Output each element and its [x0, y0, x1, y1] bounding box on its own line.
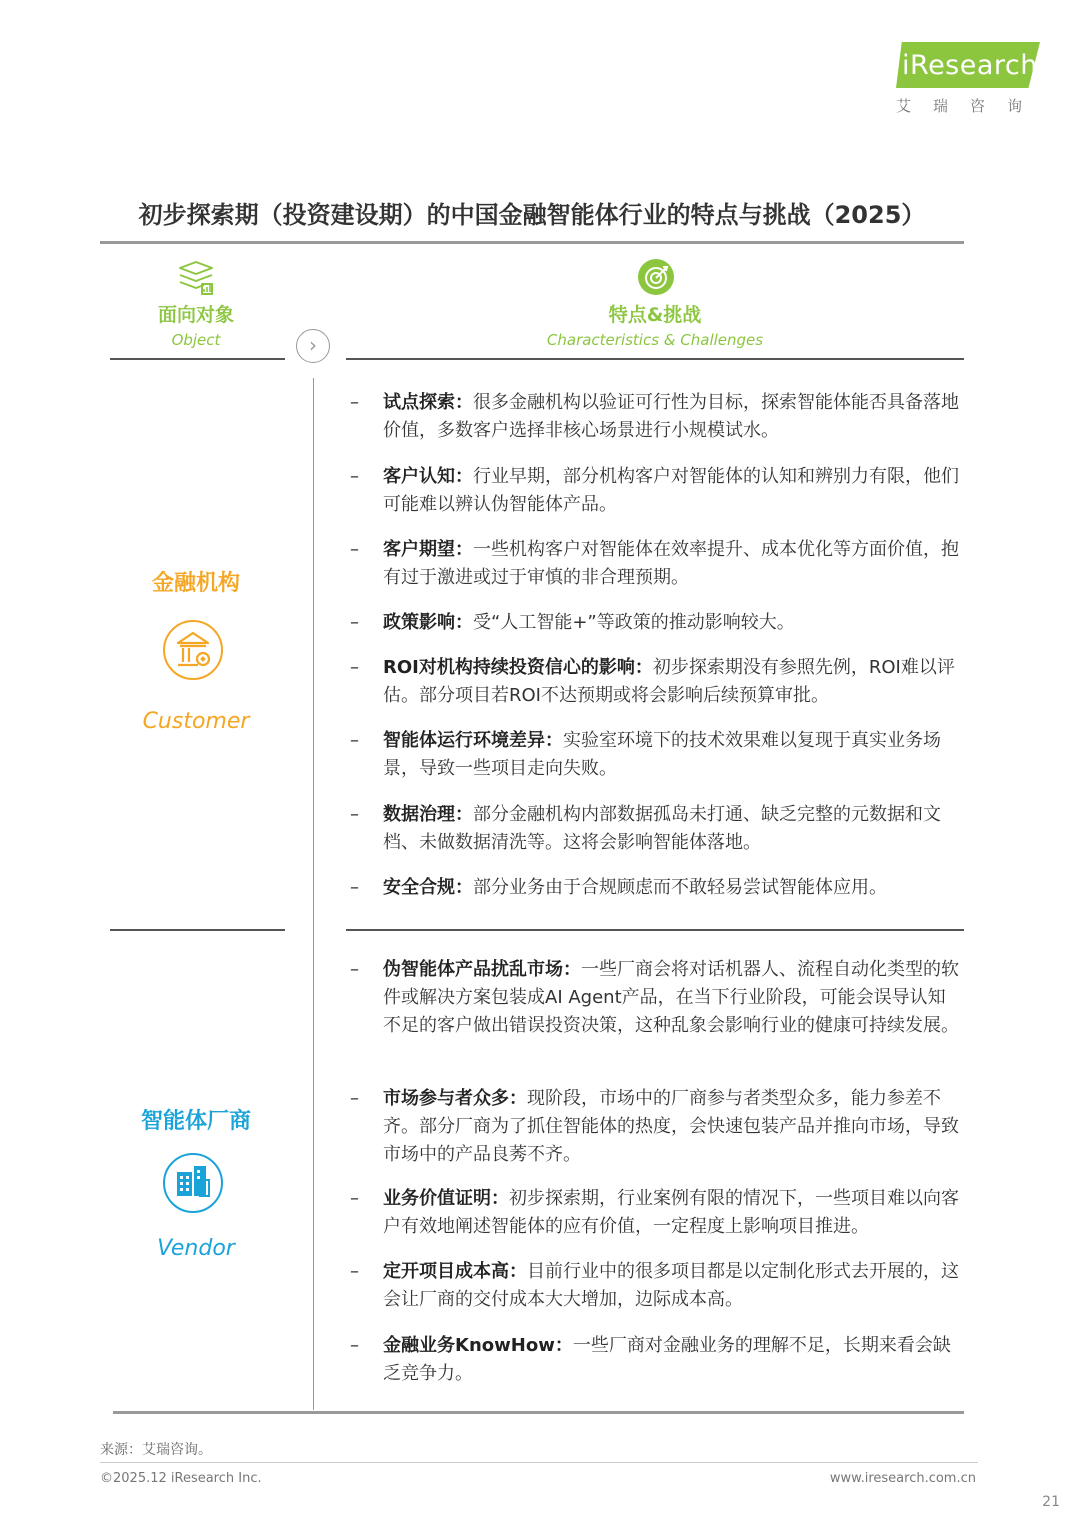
item-head: 数据治理	[383, 804, 455, 825]
item-sep: ：	[455, 877, 473, 898]
item-text: 部分金融机构内部数据孤岛未打通、缺乏完整的元数据和文档、未做数据清洗等。这将会影响智能体落地。	[383, 804, 941, 853]
section-customer-cn: 金融机构	[151, 571, 240, 596]
section-vendor-en: Vendor	[157, 1236, 235, 1261]
list-item	[350, 1185, 960, 1241]
item-head: 智能体运行环境差异	[383, 730, 545, 751]
logo-cn: 艾瑞咨询	[896, 97, 1045, 115]
item-text: 一些厂商会将对话机器人、流程自动化类型的软件或解决方案包装成AI Agent产品，在当下行业阶段，可能会误导认知不足的客户做出错误投资决策，这种乱象会影响行业的健康可持续发展。	[383, 959, 959, 1036]
bullet-dash: –	[350, 1088, 359, 1109]
chevron-right-icon: ›	[296, 329, 330, 363]
bank-icon	[162, 619, 224, 681]
section-vendor-cn: 智能体厂商	[140, 1109, 251, 1134]
bullet-dash: –	[350, 730, 359, 751]
bullet-dash: –	[350, 612, 359, 633]
item-text: 受“人工智能+”等政策的推动影响较大。	[473, 612, 795, 633]
item-sep: ：	[455, 804, 473, 825]
section-customer-en: Customer	[142, 709, 250, 734]
item-head: 安全合规	[383, 877, 455, 898]
logo-name: Research	[910, 50, 1038, 81]
list-item	[350, 536, 960, 592]
list-item	[350, 727, 960, 783]
item-head: 金融业务KnowHow	[383, 1335, 555, 1356]
item-text: 初步探索期没有参照先例，ROI难以评估。部分项目若ROI不达预期或将会影响后续预算审批。	[383, 657, 955, 706]
item-text: 现阶段，市场中的厂商参与者类型众多，能力参差不齐。部分厂商为了抓住智能体的热度，会快速包装产品并推向市场，导致市场中的产品良莠不齐。	[383, 1088, 959, 1165]
item-head: 政策影响	[383, 612, 455, 633]
source-note: 来源：艾瑞咨询。	[100, 1442, 212, 1458]
item-text: 一些机构客户对智能体在效率提升、成本优化等方面价值，抱有过于激进或过于审慎的非合理预期。	[383, 539, 959, 588]
stack-icon	[176, 258, 216, 298]
item-text: 一些厂商对金融业务的理解不足，长期来看会缺乏竞争力。	[383, 1335, 951, 1384]
item-sep: ：	[509, 1261, 527, 1282]
website-link[interactable]: www.iresearch.com.cn	[829, 1471, 976, 1486]
header-object-en: Object	[171, 331, 221, 349]
section-divider-right	[346, 929, 964, 931]
header-char-cn: 特点&挑战	[608, 304, 702, 326]
item-sep: ：	[455, 612, 473, 633]
item-text: 很多金融机构以验证可行性为目标，探索智能体能否具备落地价值，多数客户选择非核心场景进行小规模试水。	[383, 392, 959, 441]
footer-rule	[100, 1462, 978, 1463]
item-text: 实验室环境下的技术效果难以复现于真实业务场景，导致一些项目走向失败。	[383, 730, 941, 779]
item-head: 业务价值证明	[383, 1188, 491, 1209]
bottom-rule	[113, 1411, 964, 1414]
list-item	[350, 1085, 960, 1169]
item-head: 定开项目成本高	[383, 1261, 509, 1282]
section-divider-left	[110, 929, 285, 931]
item-head: 试点探索	[383, 392, 455, 413]
bullet-dash: –	[350, 1188, 359, 1209]
bullet-dash: –	[350, 657, 359, 678]
item-text: 初步探索期，行业案例有限的情况下，一些项目难以向客户有效地阐述智能体的应有价值，一定程度上影响项目推进。	[383, 1188, 959, 1237]
list-item	[350, 1332, 960, 1388]
list-item	[350, 654, 960, 710]
item-sep: ：	[563, 959, 581, 980]
bullet-dash: –	[350, 1261, 359, 1282]
item-sep: ：	[455, 392, 473, 413]
title-rule	[100, 241, 964, 244]
buildings-icon	[162, 1152, 224, 1214]
item-sep: ：	[545, 730, 563, 751]
item-head: 客户认知	[383, 466, 455, 487]
bullet-dash: –	[350, 877, 359, 898]
item-head: 市场参与者众多	[383, 1088, 509, 1109]
item-sep: ：	[634, 657, 653, 678]
logo	[902, 50, 1038, 81]
bullet-dash: –	[350, 959, 359, 980]
bullet-dash: –	[350, 539, 359, 560]
item-sep: ：	[509, 1088, 527, 1109]
list-item	[350, 389, 960, 445]
list-item	[350, 956, 960, 1040]
logo-i: i	[902, 50, 911, 81]
page-number: 21	[1042, 1494, 1060, 1510]
list-item	[350, 1258, 960, 1314]
header-char-en: Characteristics & Challenges	[546, 331, 764, 349]
bullet-dash: –	[350, 804, 359, 825]
bullet-dash: –	[350, 1335, 359, 1356]
header-object-cn: 面向对象	[157, 304, 234, 326]
page-title: 初步探索期（投资建设期）的中国金融智能体行业的特点与挑战（2025）	[138, 201, 926, 229]
vertical-divider	[313, 378, 314, 1410]
header-object-rule	[110, 358, 285, 360]
item-text: 目前行业中的很多项目都是以定制化形式去开展的，这会让厂商的交付成本大大增加，边际成本高。	[383, 1261, 959, 1310]
item-sep: ：	[554, 1335, 573, 1356]
item-sep: ：	[455, 539, 473, 560]
item-head: 客户期望	[383, 539, 455, 560]
bullet-dash: –	[350, 466, 359, 487]
item-text: 行业早期，部分机构客户对智能体的认知和辨别力有限，他们可能难以辨认伪智能体产品。	[383, 466, 959, 515]
list-item	[350, 463, 960, 519]
list-item	[350, 874, 960, 902]
list-item	[350, 609, 960, 637]
item-head: ROI对机构持续投资信心的影响	[383, 657, 635, 678]
item-sep: ：	[455, 466, 473, 487]
copyright: ©2025.12 iResearch Inc.	[100, 1471, 262, 1486]
item-text: 部分业务由于合规顾虑而不敢轻易尝试智能体应用。	[473, 877, 887, 898]
bullet-dash: –	[350, 392, 359, 413]
item-sep: ：	[491, 1188, 509, 1209]
header-char-rule	[346, 358, 964, 360]
target-icon	[636, 257, 676, 297]
item-head: 伪智能体产品扰乱市场	[383, 959, 563, 980]
list-item	[350, 801, 960, 857]
